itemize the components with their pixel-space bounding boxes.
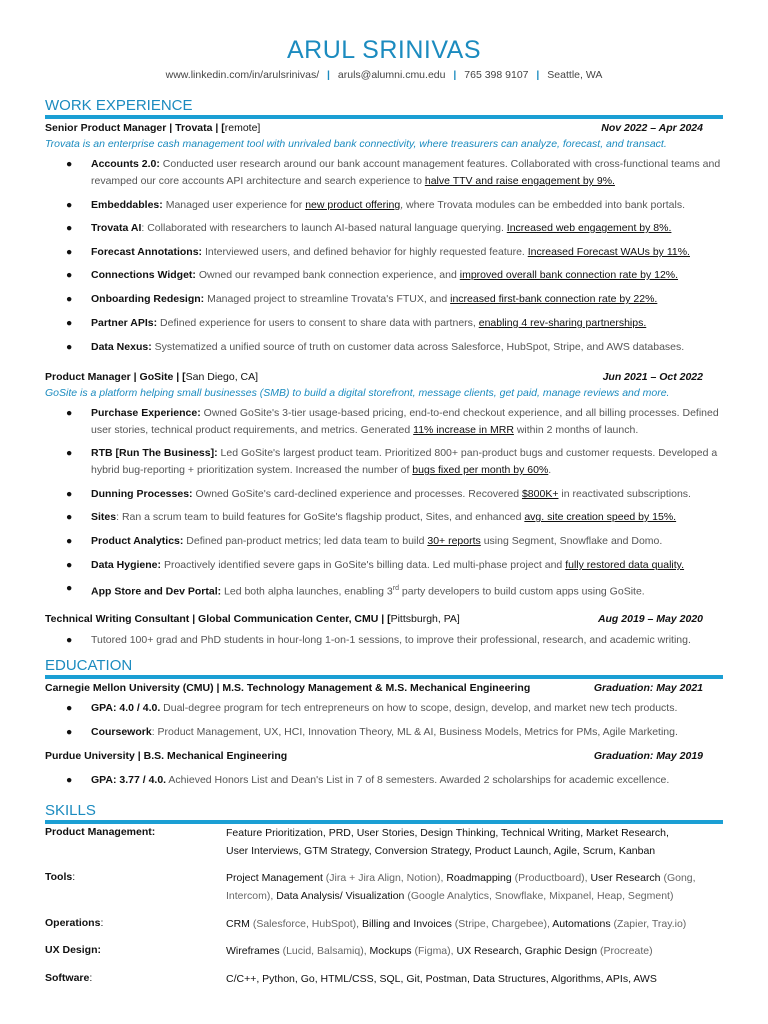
bullet-icon: ● xyxy=(66,246,73,258)
bullet-item: ● Data Nexus: Systematized a unified source of truth on customer data across Salesforce, HubSpot, Stripe, and AWS databases. xyxy=(66,339,721,356)
bullet-item: ● Partner APIs: Defined experience for users to consent to share data with partners, enabling 4 rev-sharing partnerships. xyxy=(66,315,721,332)
contact-line xyxy=(0,69,768,81)
bullet-item: ● Coursework: Product Management, UX, HCI, Innovation Theory, ML & AI, Business Models, Metrics for PMs, Agile Marketing. xyxy=(66,724,721,741)
job-tagline: GoSite is a platform helping small businesses (SMB) to build a digital storefront, message clients, get paid, manage reviews and more. xyxy=(45,387,670,399)
email-link[interactable]: aruls@alumni.cmu.edu xyxy=(337,69,446,81)
bullet-item: ● Sites: Ran a scrum team to build features for GoSite's flagship product, Sites, and enhanced avg. site creation speed by 15%. xyxy=(66,509,721,526)
bullet-item: ● Onboarding Redesign: Managed project to streamline Trovata's FTUX, and increased first-bank connection rate by 22%. xyxy=(66,291,721,308)
bullet-item: ● Trovata AI: Collaborated with researchers to launch AI-based natural language querying. Increased web engagement by 8%. xyxy=(66,220,721,237)
job-trovata xyxy=(45,122,703,134)
bullet-icon: ● xyxy=(66,488,73,500)
bullet-item: ● RTB [Run The Business]: Led GoSite's largest product team. Prioritized 800+ pan-product bugs and customer requests. Developed a hybrid bug-reporting + prioritization system. Increased the number of bugs fixed per month by 60%. xyxy=(66,447,718,476)
bullet-icon: ● xyxy=(66,341,73,353)
bullet-item: ● Connections Widget: Owned our revamped bank connection experience, and improved overall bank connection rate by 12%. xyxy=(66,267,721,284)
job-title: Product Manager | GoSite | [San Diego, CA] xyxy=(45,371,259,383)
bullet-icon: ● xyxy=(66,269,73,281)
bullet-icon: ● xyxy=(66,702,73,714)
job-date: Nov 2022 – Apr 2024 xyxy=(601,122,703,134)
school-degree: Purdue University | B.S. Mechanical Engineering xyxy=(45,750,288,762)
skill-label-product-management: Product Management: xyxy=(45,826,156,838)
bullet-item: ● Product Analytics: Defined pan-product metrics; led data team to build 30+ reports using Segment, Snowflake and Domo. xyxy=(66,533,721,550)
phone: 765 398 9107 xyxy=(464,69,529,81)
job-gosite xyxy=(45,371,703,383)
job-cmu-consultant xyxy=(45,613,703,625)
separator: | xyxy=(536,69,540,81)
section-rule xyxy=(45,115,723,119)
bullet-icon: ● xyxy=(66,535,73,547)
skill-label-software: Software: xyxy=(45,972,93,984)
school-degree: Carnegie Mellon University (CMU) | M.S. Technology Management & M.S. Mechanical Engineering xyxy=(45,682,531,694)
bullet-icon: ● xyxy=(66,582,73,594)
skill-values-product-management: Feature Prioritization, PRD, User Stories, Design Thinking, Technical Writing, Market Research, User Interviews, GTM Strategy, Conversion Strategy, Product Launch, Agile, Scrum, Kanban xyxy=(226,827,669,857)
bullet-icon: ● xyxy=(66,511,73,523)
bullet-icon: ● xyxy=(66,222,73,234)
section-heading-education: EDUCATION xyxy=(45,657,133,674)
separator: | xyxy=(327,69,330,81)
bullet-item: ● Dunning Processes: Owned GoSite's card-declined experience and processes. Recovered $800K+ in reactivated subscriptions. xyxy=(66,486,721,503)
bullet-icon: ● xyxy=(66,774,73,786)
candidate-name: ARUL SRINIVAS xyxy=(286,36,482,64)
bullet-icon: ● xyxy=(66,726,73,738)
education-cmu xyxy=(45,682,703,694)
section-rule xyxy=(45,675,723,679)
graduation-date: Graduation: May 2021 xyxy=(593,682,703,694)
bullet-icon: ● xyxy=(66,293,73,305)
bullet-item: ● GPA: 3.77 / 4.0. Achieved Honors List and Dean's List in 7 of 8 semesters. Awarded 2 scholarships for academic excellence. xyxy=(66,772,721,789)
bullet-item: ● GPA: 4.0 / 4.0. Dual-degree program for tech entrepreneurs on how to scope, design, develop, and market new tech products. xyxy=(66,700,721,717)
skill-values-tools: Project Management (Jira + Jira Align, Notion), Roadmapping (Productboard), User Research (Gong, Intercom), Data Analysis/ Visualization (Google Analytics, Snowflake, Mixpanel, Heap, Segment) xyxy=(226,872,696,902)
linkedin-link[interactable]: www.linkedin.com/in/arulsrinivas/ xyxy=(165,69,320,81)
bullet-item: ● Forecast Annotations: Interviewed users, and defined behavior for highly requested feature. Increased Forecast WAUs by 11%. xyxy=(66,244,721,261)
job-tagline: Trovata is an enterprise cash management tool with unrivaled bank connectivity, where treasurers can analyze, forecast, and transact. xyxy=(45,138,667,150)
education-purdue xyxy=(45,750,703,762)
skill-label-ux-design: UX Design: xyxy=(45,944,102,956)
skill-values-operations: CRM (Salesforce, HubSpot), Billing and Invoices (Stripe, Chargebee), Automations (Zapier, Tray.io) xyxy=(226,918,687,930)
bullet-icon: ● xyxy=(66,317,73,329)
bullet-item: ● Purchase Experience: Owned GoSite's 3-tier usage-based pricing, end-to-end checkout experience, and all billing processes. Defined user stories, technical product requirements, and metrics. Generated 11% increase in MRR within 2 months of launch. xyxy=(66,407,719,436)
section-heading-skills: SKILLS xyxy=(45,802,96,819)
job-date: Jun 2021 – Oct 2022 xyxy=(602,371,703,383)
job-title: Technical Writing Consultant | Global Communication Center, CMU | [Pittsburgh, PA] xyxy=(45,613,460,625)
bullet-item: ● Embeddables: Managed user experience for new product offering, where Trovata modules can be embedded into bank portals. xyxy=(66,197,721,214)
bullet-item: ● Data Hygiene: Proactively identified severe gaps in GoSite's billing data. Led multi-phase project and fully restored data quality. xyxy=(66,557,721,574)
graduation-date: Graduation: May 2019 xyxy=(593,750,703,762)
bullet-icon: ● xyxy=(66,447,73,459)
skill-label-operations: Operations: xyxy=(45,917,104,929)
bullet-item: ● Tutored 100+ grad and PhD students in hour-long 1-on-1 sessions, to improve their professional, research, and academic writing. xyxy=(66,632,721,649)
separator: | xyxy=(453,69,457,81)
bullet-icon: ● xyxy=(66,559,73,571)
bullet-icon: ● xyxy=(66,199,73,211)
bullet-item: ● Accounts 2.0: Conducted user research around our bank account management features. Collaborated with cross-functional teams and revamped our core accounts API architecture and search experience to halve TTV and raise engagement by 9%. xyxy=(66,158,721,187)
section-heading-work: WORK EXPERIENCE xyxy=(45,97,193,114)
skill-values-ux-design: Wireframes (Lucid, Balsamiq), Mockups (Figma), UX Research, Graphic Design (Procreate) xyxy=(226,945,653,957)
bullet-item: ● App Store and Dev Portal: Led both alpha launches, enabling 3rd party developers to build custom apps using GoSite. xyxy=(66,582,645,598)
job-date: Aug 2019 – May 2020 xyxy=(597,613,703,625)
location: Seattle, WA xyxy=(547,69,603,81)
skill-label-tools: Tools: xyxy=(45,871,76,883)
skill-values-software: C/C++, Python, Go, HTML/CSS, SQL, Git, Postman, Data Structures, Algorithms, APIs, AWS xyxy=(226,973,657,985)
job-title: Senior Product Manager | Trovata | [remote] xyxy=(45,122,261,134)
bullet-icon: ● xyxy=(66,158,73,170)
bullet-icon: ● xyxy=(66,407,73,419)
bullet-icon: ● xyxy=(66,634,73,646)
